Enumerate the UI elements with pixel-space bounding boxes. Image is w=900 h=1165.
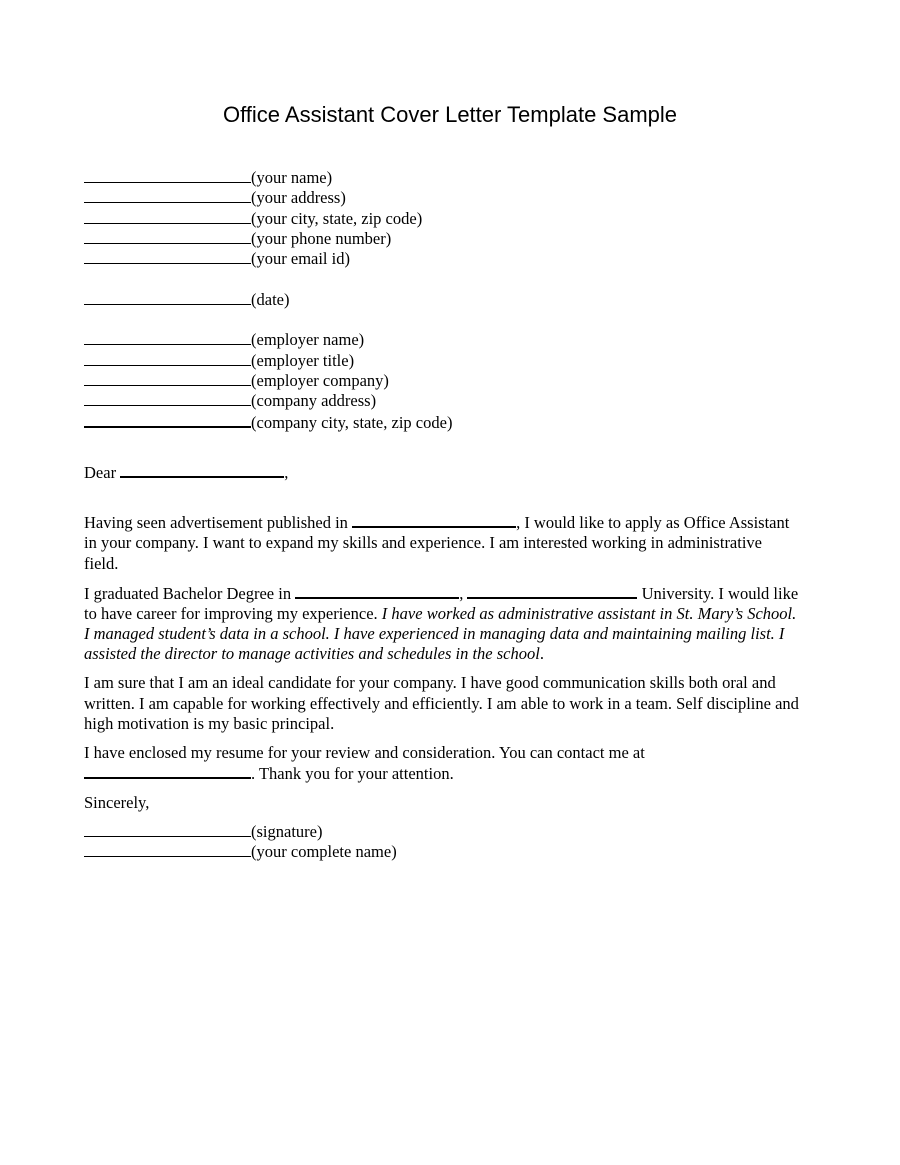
paragraph-1 (84, 512, 800, 574)
blank-line (84, 209, 251, 224)
salutation-prefix: Dear (84, 462, 121, 482)
spacer (84, 310, 800, 330)
blank-line (295, 583, 459, 599)
blank-line (84, 188, 251, 203)
signature-block (84, 822, 800, 863)
date-line (84, 290, 800, 310)
blank-line (84, 351, 251, 366)
blank-line (84, 822, 251, 837)
sender-email-line (84, 249, 800, 269)
paragraph-text: Having seen advertisement published in (84, 513, 353, 533)
paragraph-italic-text: I have worked as administrative assistant in St. Mary’s School. I managed student’s data in a school. I have experienced in managing data and maintaining mailing list. I assisted the director to manage activities and schedules in the school (84, 603, 797, 664)
blank-line (84, 371, 251, 386)
paragraph-3: I am sure that I am an ideal candidate for your company. I have good communication skills both oral and written. I am capable for working effectively and efficiently. I am able to work in a team. Self discipline and high motivation is my basic principal. (84, 673, 799, 733)
spacer (84, 433, 800, 462)
blank-line (84, 330, 251, 345)
employer-company-line (84, 371, 800, 391)
blank-line (84, 290, 251, 305)
spacer (84, 483, 800, 512)
blank-line (84, 842, 251, 857)
blank-line (84, 168, 251, 183)
paragraph-text: . (539, 644, 544, 664)
company-address-label: (company address) (251, 391, 377, 411)
company-city-label: (company city, state, zip code) (251, 412, 453, 432)
complete-name-line (84, 842, 800, 862)
paragraph-text: I graduated Bachelor Degree in (84, 583, 296, 603)
sender-phone-line (84, 229, 800, 249)
blank-line (467, 583, 637, 599)
letter-body (84, 168, 800, 862)
date-label: (date) (251, 289, 290, 309)
blank-line (84, 229, 251, 244)
sender-city-label: (your city, state, zip code) (251, 208, 423, 228)
paragraph-text: , (459, 583, 468, 603)
blank-line (84, 412, 251, 428)
paragraph-2 (84, 583, 800, 665)
company-address-line (84, 391, 800, 411)
employer-name-label: (employer name) (251, 330, 365, 350)
closing: Sincerely, (84, 792, 150, 812)
company-city-line (84, 412, 800, 433)
salutation-suffix: , (284, 462, 289, 482)
sender-city-line (84, 209, 800, 229)
employer-name-line (84, 330, 800, 350)
blank-line (84, 249, 251, 264)
sender-email-label: (your email id) (251, 249, 350, 269)
sender-address-line (84, 188, 800, 208)
employer-title-label: (employer title) (251, 350, 355, 370)
sender-name-label: (your name) (251, 168, 333, 187)
page-title: Office Assistant Cover Letter Template Sample (222, 102, 678, 127)
signature-label: (signature) (251, 821, 323, 841)
paragraph-text: , I would like to apply as Office Assistant in your company. I want to expand my skills and experience. I am interested working in administrative field. (84, 513, 790, 573)
paragraph-4 (84, 743, 800, 785)
blank-line (352, 512, 516, 528)
sender-name-line (84, 168, 800, 188)
paragraph-text: . Thank you for your attention. (251, 763, 454, 783)
employer-company-label: (employer company) (251, 370, 389, 390)
complete-name-label: (your complete name) (251, 841, 397, 861)
salutation (84, 462, 800, 483)
spacer (84, 269, 800, 289)
blank-line (84, 391, 251, 406)
sender-block (84, 168, 800, 269)
paragraph-text: I have enclosed my resume for your review and consideration. You can contact me at (84, 742, 645, 762)
employer-block (84, 330, 800, 432)
employer-title-line (84, 351, 800, 371)
paragraph-text: University. I would like to have career for improving my experience. (84, 583, 799, 623)
blank-line (84, 763, 251, 779)
sender-phone-label: (your phone number) (251, 228, 392, 248)
signature-line (84, 822, 800, 842)
blank-line (120, 462, 284, 478)
sender-address-label: (your address) (251, 188, 346, 208)
